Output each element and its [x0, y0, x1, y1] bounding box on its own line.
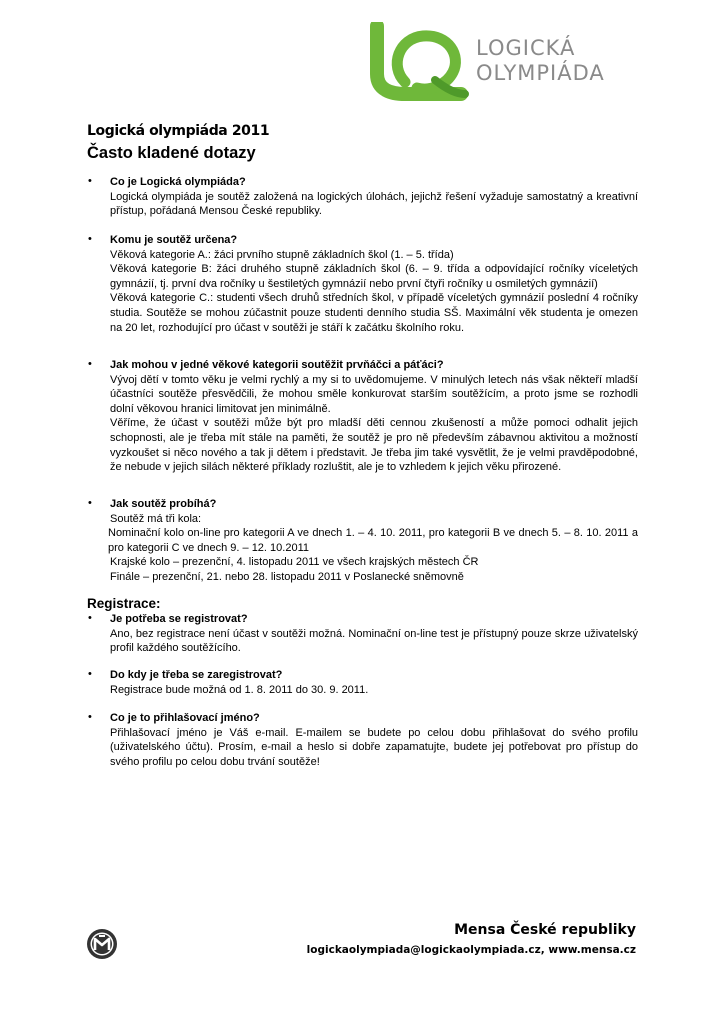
faq-answer: Věková kategorie B: žáci druhého stupně základních škol (6. – 9. třída a odpovídající ročníky víceletých gymnázií, tj. první dva ročníky u šestiletých gymnázií nebo první čtyři ročníky u osmiletých gymnázií) — [110, 263, 638, 290]
faq-answer: Nominační kolo on-line pro kategorii A ve dnech 1. – 4. 10. 2011, pro kategorii B ve dnech 5. – 8. 10. 2011 a pro kategorii C ve dnech 9. – 12. 10.2011 — [108, 527, 638, 554]
bullet-icon: • — [88, 175, 92, 187]
footer-organization: Mensa České republiky — [454, 922, 636, 938]
faq-item — [88, 233, 638, 335]
faq-answer: Vývoj dětí v tomto věku je velmi rychlý a my si to uvědomujeme. V minulých letech nás však někteří mladší účastníci soutěže přesvědčili, že mohou směle konkurovat starším soutěžícím, a proto jsme se rozhodli dolní věkovou hranici limitovat jen minimálně. — [110, 373, 638, 415]
faq-answer: Věříme, že účast v soutěži může být pro mladší děti cennou zkušeností a může pomoci odhalit jejich schopnosti, ale je třeba mít stále na paměti, že soutěž je pro ně především zábavnou aktivitou a možností vyzkoušet si něco nového a tak ji dětem i představit. Je třeba jim také vysvětlit, že je velmi pravděpodobné, že nebude v jejich silách některé příklady rozluštit, ale je to vzhledem k jejich věku přirozené. — [110, 417, 638, 474]
bullet-icon: • — [88, 668, 92, 680]
logo-line-2: OLYMPIÁDA — [476, 61, 605, 85]
faq-item — [88, 497, 638, 585]
faq-question: Jak mohou v jedné věkové kategorii soutěžit prvňáčci a páťáci? — [110, 359, 444, 371]
faq-answer: Věková kategorie C.: studenti všech druhů středních škol, v případě víceletých gymnázií poslední 4 ročníky studia. Soutěže se mohou zúčastnit pouze studenti denního studia SŠ. Maximální věk studenta je omezen na 20 let, rozhodující pro účast v soutěži je stáří k začátku školního roku. — [110, 292, 638, 334]
mensa-logo-icon — [86, 928, 118, 960]
document-subtitle: Často kladené dotazy — [87, 144, 256, 162]
faq-question: Jak soutěž probíhá? — [110, 498, 217, 510]
faq-question: Co je Logická olympiáda? — [110, 176, 246, 188]
logo-text — [476, 36, 605, 86]
faq-answer: Registrace bude možná od 1. 8. 2011 do 30. 9. 2011. — [110, 683, 369, 696]
bullet-icon: • — [88, 233, 92, 245]
logicka-olympiada-logo — [365, 22, 655, 102]
faq-item — [88, 711, 638, 769]
logo-line-1: LOGICKÁ — [476, 36, 576, 60]
bullet-icon: • — [88, 711, 92, 723]
faq-answer: Soutěž má tři kola: — [110, 512, 202, 525]
bullet-icon: • — [88, 497, 92, 509]
faq-answer: Finále – prezenční, 21. nebo 28. listopadu 2011 v Poslanecké sněmovně — [110, 570, 464, 583]
registration-heading: Registrace: — [87, 596, 161, 611]
faq-answer: Krajské kolo – prezenční, 4. listopadu 2011 ve všech krajských městech ČR — [110, 556, 479, 569]
faq-item — [88, 175, 638, 219]
bullet-icon: • — [88, 612, 92, 624]
footer-contact: logickaolympiada@logickaolympiada.cz, www.mensa.cz — [306, 944, 636, 956]
faq-answer: Přihlašovací jméno je Váš e-mail. E-mailem se budete po celou dobu přihlašovat do svého profilu (uživatelského účtu). Prosím, e-mail a heslo si dobře zapamatujte, budete jej potřebovat pro přístup do svého profilu po celou dobu trvání soutěže! — [110, 726, 638, 768]
faq-question: Komu je soutěž určena? — [110, 234, 238, 246]
bullet-icon: • — [88, 358, 92, 370]
faq-item — [88, 358, 638, 475]
logo-mark-icon — [365, 22, 475, 102]
document-title: Logická olympiáda 2011 — [87, 123, 270, 139]
faq-item — [88, 612, 638, 656]
faq-item — [88, 668, 638, 697]
faq-answer: Logická olympiáda je soutěž založená na logických úlohách, jejichž řešení vyžaduje samostatný a kreativní přístup, pořádaná Mensou České republiky. — [110, 190, 638, 218]
faq-answer: Věková kategorie A.: žáci prvního stupně základních škol (1. – 5. třída) — [110, 248, 454, 261]
faq-question: Je potřeba se registrovat? — [110, 613, 248, 625]
faq-question: Co je to přihlašovací jméno? — [110, 712, 260, 724]
faq-answer: Ano, bez registrace není účast v soutěži možná. Nominační on-line test je přístupný pouze skrze uživatelský profil každého soutěžícího. — [110, 627, 638, 655]
faq-question: Do kdy je třeba se zaregistrovat? — [110, 669, 283, 681]
